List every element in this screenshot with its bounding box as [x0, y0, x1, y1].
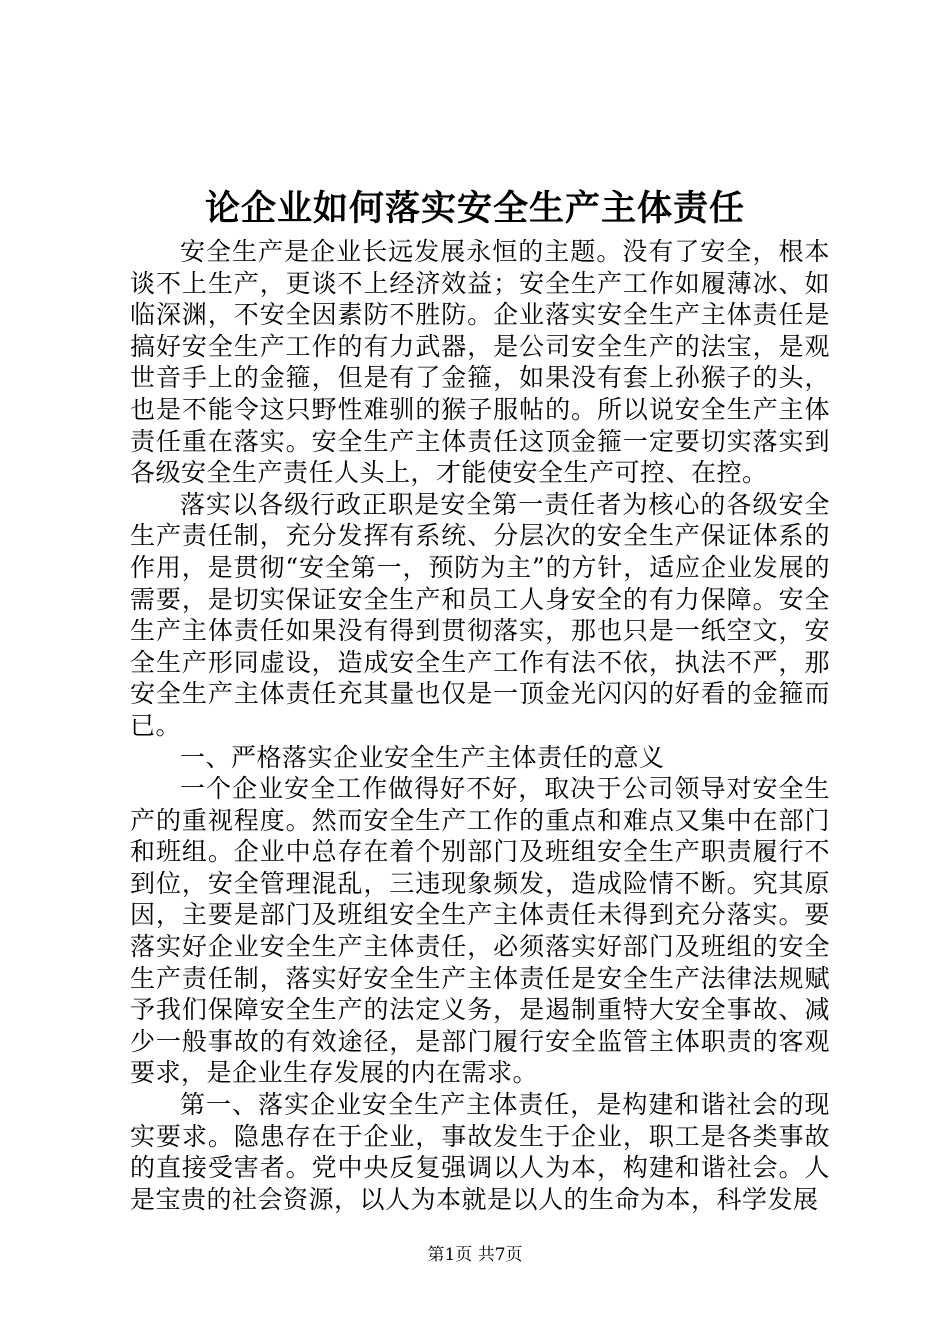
section-heading-1: 一、严格落实企业安全生产主体责任的意义 [180, 742, 665, 772]
paragraph-1: 安全生产是企业长远发展永恒的主题。没有了安全，根本谈不上生产，更谈不上经济效益；安全生产工作如履薄冰、如临深渊，不安全因素防不胜防。企业落实安全生产主体责任是搞好安全生产工作的有力武器，是公司安全生产的法宝，是观世音手上的金箍，但是有了金箍，如果没有套上孙猴子的头，也是不能令这只野性难驯的猴子服帖的。所以说安全生产主体责任重在落实。安全生产主体责任这顶金箍一定要切实落实到各级安全生产责任人头上，才能使安全生产可控、在控。 [130, 237, 830, 488]
page-number-footer: 第1页 共7页 [427, 1245, 523, 1265]
document-body [130, 236, 830, 1215]
paragraph-3: 一个企业安全工作做得好不好，取决于公司领导对安全生产的重视程度。然而安全生产工作的重点和难点又集中在部门和班组。企业中总存在着个别部门及班组安全生产职责履行不到位，安全管理混乱，三违现象频发，造成险情不断。究其原因，主要是部门及班组安全生产主体责任未得到充分落实。要落实好企业安全生产主体责任，必须落实好部门及班组的安全生产责任制，落实好安全生产主体责任是安全生产法律法规赋予我们保障安全生产的法定义务，是遏制重特大安全事故、减少一般事故的有效途径，是部门履行安全监管主体职责的客观要求，是企业生存发展的内在需求。 [130, 774, 830, 1088]
paragraph-4: 第一、落实企业安全生产主体责任，是构建和谐社会的现实要求。隐患存在于企业，事故发生于企业，职工是各类事故的直接受害者。党中央反复强调以人为本，构建和谐社会。人是宝贵的社会资源，以人为本就是以人的生命为本，科学发展 [130, 1090, 830, 1214]
paragraph-2: 落实以各级行政正职是安全第一责任者为核心的各级安全生产责任制，充分发挥有系统、分层次的安全生产保证体系的作用，是贯彻“安全第一，预防为主”的方针，适应企业发展的需要，是切实保证安全生产和员工人身安全的有力保障。安全生产主体责任如果没有得到贯彻落实，那也只是一纸空文，安全生产形同虚设，造成安全生产工作有法不依，执法不严，那安全生产主体责任充其量也仅是一顶金光闪闪的好看的金箍而已。 [130, 489, 830, 740]
document-title: 论企业如何落实安全生产主体责任 [204, 188, 745, 229]
